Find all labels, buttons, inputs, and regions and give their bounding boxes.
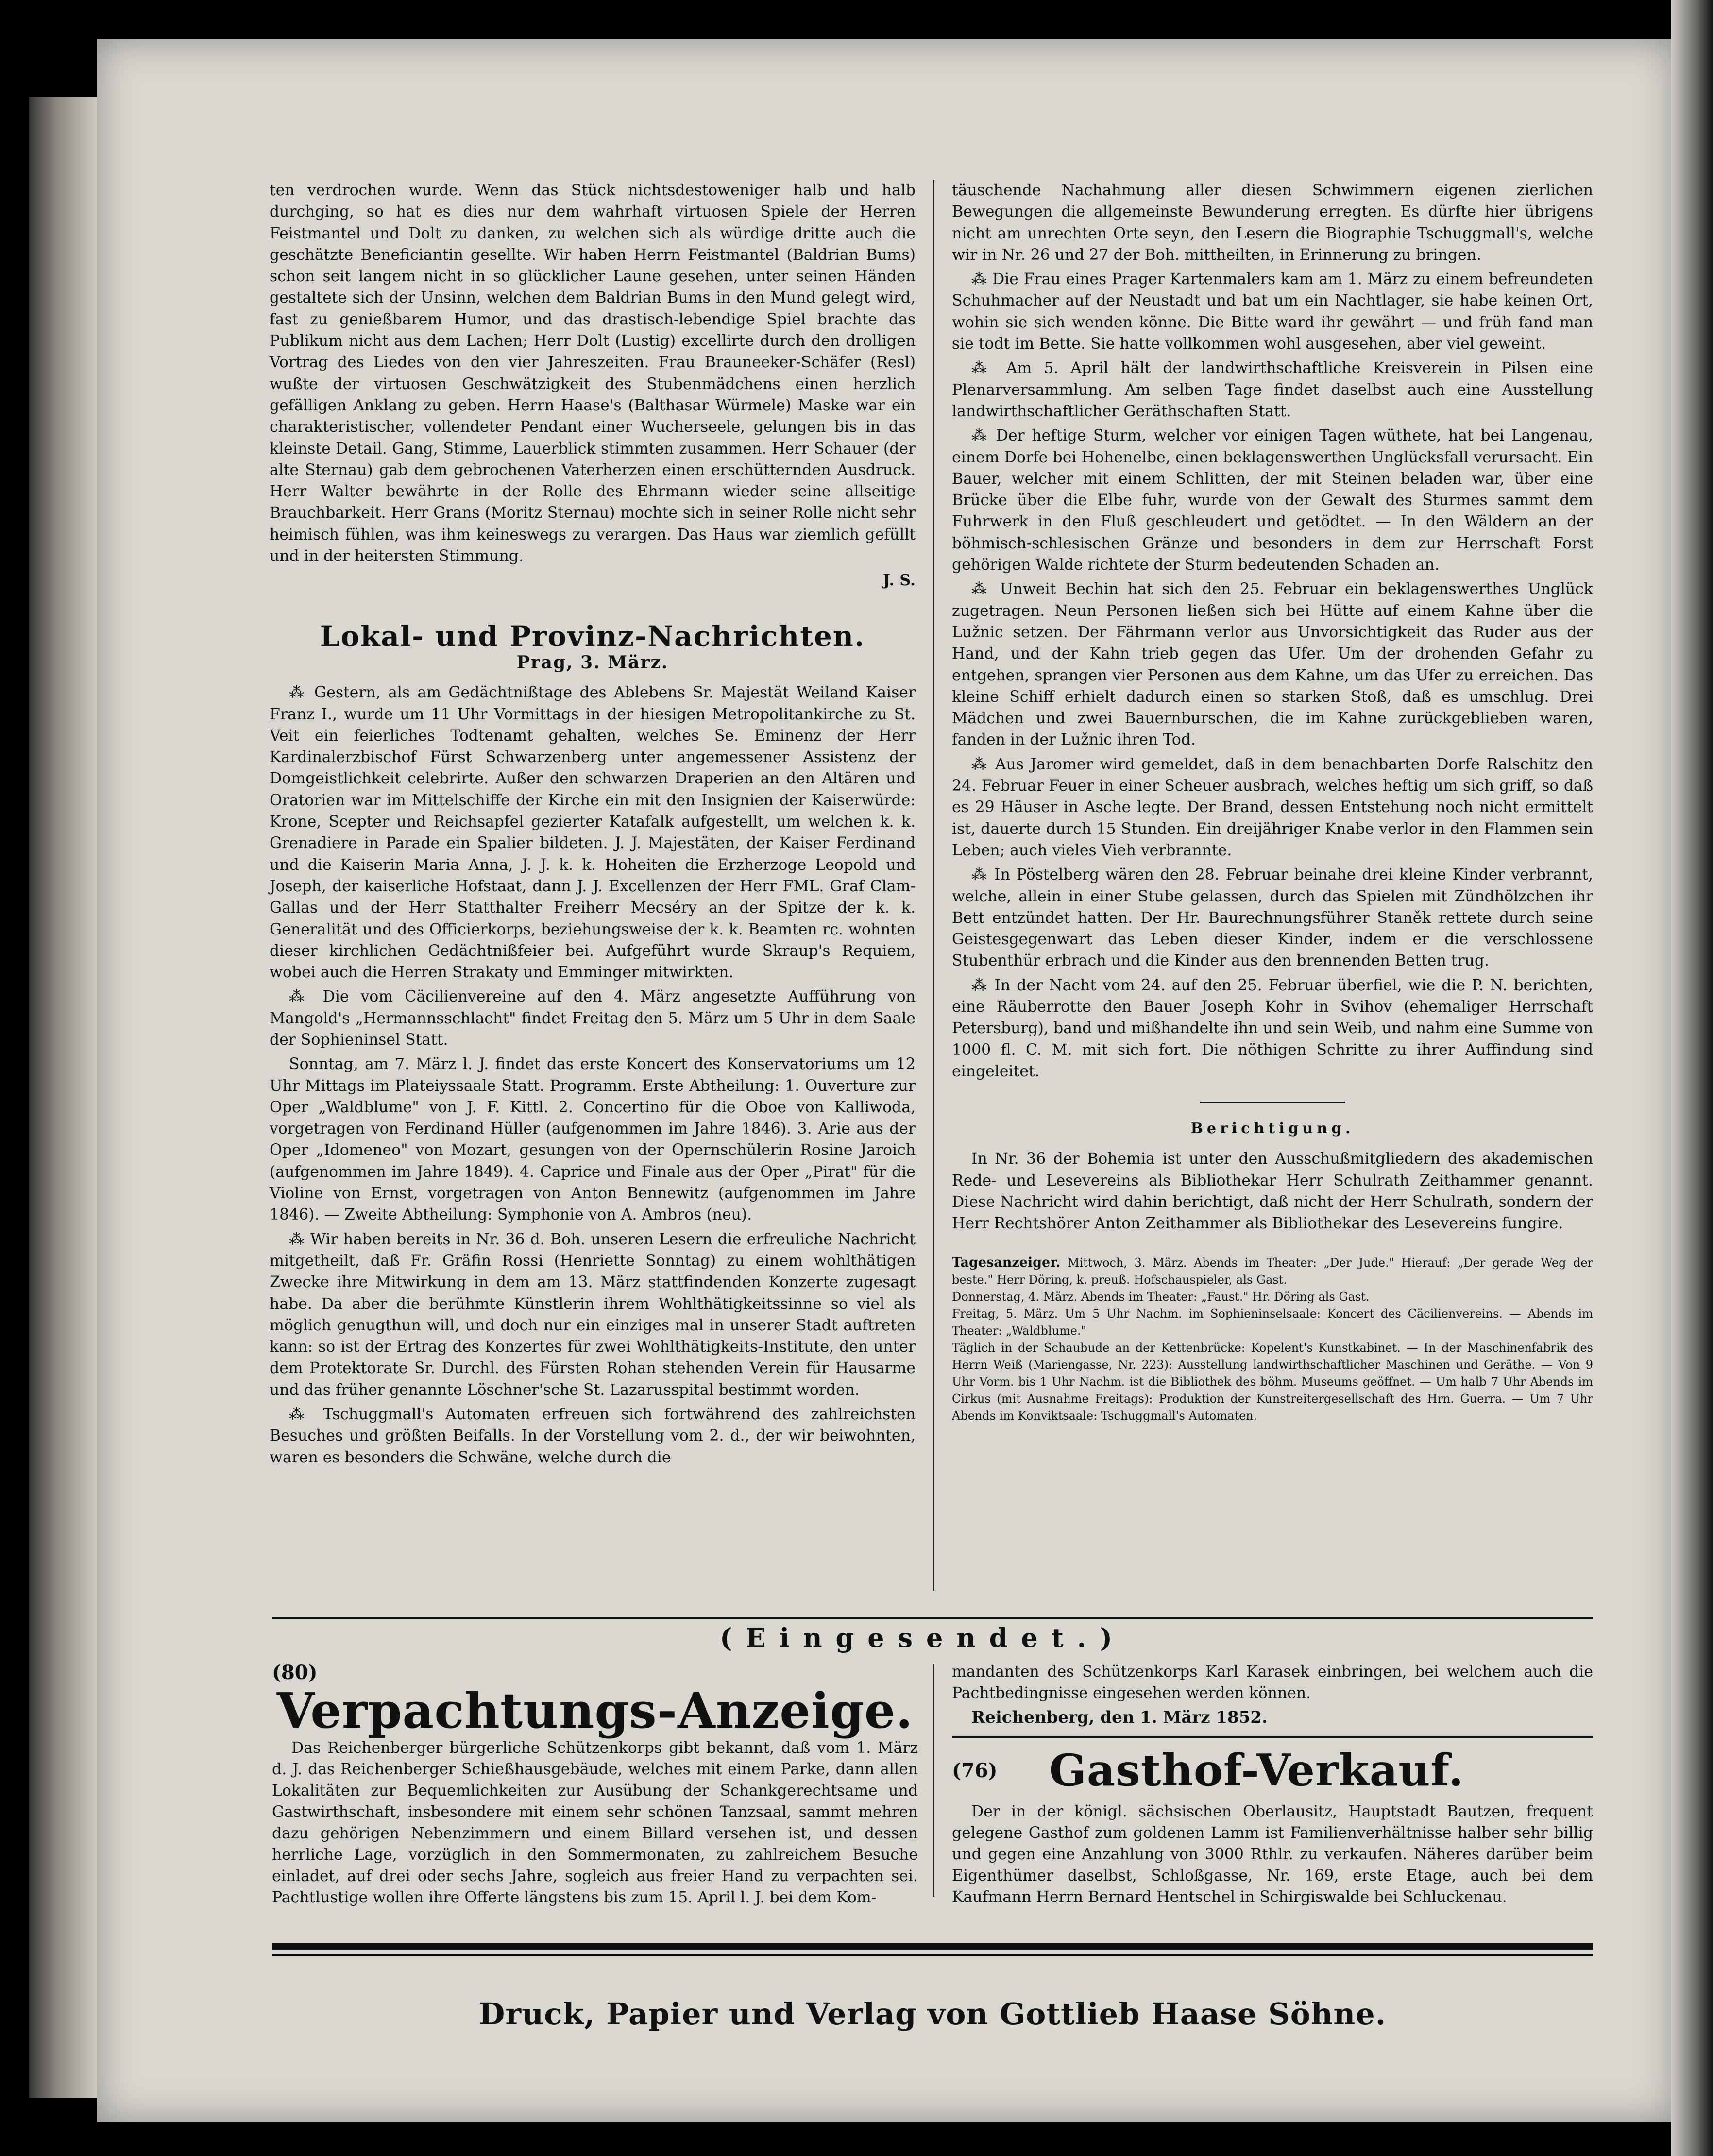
news-paragraph: ⁂ In Pöstelberg wären den 28. Februar beinahe drei kleine Kinder verbrannt, welche, allein in einer Stube gelassen, durch das Spielen mit Zündhölzchen ihr Bett entzündet hatten. Der Hr. Baurechnungsführer Staněk rettete durch seine Geistesgegenwart das Leben dieser Kinder, indem er die verschlossene Stubenthür erbrach und die Kinder aus den brennenden Betten trug. bbox=[952, 866, 1593, 970]
news-paragraph: ⁂ Die vom Cäcilienvereine auf den 4. März angesetzte Aufführung von Mangold's „Hermannsschlacht" findet Freitag den 5. März um 5 Uhr in dem Saale der Sophieninsel Statt. bbox=[270, 988, 916, 1049]
news-paragraph: ⁂ Wir haben bereits in Nr. 36 d. Boh. unseren Lesern die erfreuliche Nachricht mitgetheilt, daß Fr. Gräfin Rossi (Henriette Sonntag) zu einem wohlthätigen Zwecke ihre Mitwirkung in dem am 13. März stattfindenden Konzerte zugesagt habe. Da aber die berühmte Künstlerin ihrem Wohlthätigkeitssinne so viel als möglich genugthun will, und doch nur ein einziges mal in unserer Stadt auftreten kann: so ist der Ertrag des Konzertes für zwei Wohlthätigkeits-Institute, den unter dem Protektorate Sr. Durchl. des Fürsten Rohan stehenden Verein für Hausarme und das früher genannte Löschner'sche St. Lazarusspital bestimmt worden. bbox=[270, 1230, 916, 1399]
tagesanzeiger-line: Donnerstag, 4. März. Abends im Theater: „Faust." Hr. Döring als Gast. bbox=[952, 1290, 1370, 1304]
tagesanzeiger-line: Mittwoch, 3. März. Abends im Theater: „Der Jude." Hierauf: „Der gerade Weg der beste." Herr Döring, k. preuß. Hofschauspieler, als Gast. bbox=[952, 1256, 1593, 1287]
ad-text bbox=[272, 1737, 918, 1908]
tagesanzeiger-line: Täglich in der Schaubude an der Kettenbrücke: Kopelent's Kunstkabinet. — In der Maschinenfabrik des Herrn Weiß (Mariengasse, Nr. 223): Ausstellung landwirthschaftlicher Maschinen und Geräthe. — Von 9 Uhr Vorm. bis 1 Uhr Nachm. ist die Bibliothek des böhm. Museums geöffnet. — Um halb 7 Uhr Abends im Cirkus (mit Ausnahme Freitags): Produktion der Kunstreitergesellschaft des Hrn. Guerra. — Um 7 Uhr Abends im Konviktsaale: Tschuggmall's Automaten. bbox=[952, 1341, 1593, 1423]
tagesanzeiger-line: Freitag, 5. März. Um 5 Uhr Nachm. im Sophieninselsaale: Koncert des Cäcilienvereins. — Abends im Theater: „Waldblume." bbox=[952, 1307, 1593, 1338]
ad-paragraph: mandanten des Schützenkorps Karl Karasek einbringen, bei welchem auch die Pachtbedingnisse eingesehen werden können. bbox=[952, 1663, 1593, 1702]
ad-verpachtung bbox=[272, 1661, 918, 1908]
footer-thick-rule bbox=[272, 1943, 1593, 1950]
ad-title: Verpachtungs-Anzeige. bbox=[276, 1682, 914, 1739]
left-column bbox=[270, 180, 916, 1471]
news-paragraph: ⁂ Aus Jaromer wird gemeldet, daß in dem benachbarten Dorfe Ralschitz den 24. Februar Feuer in einer Scheuer ausbrach, welches heftig um sich griff, so daß es 29 Häuser in Asche legte. Der Brand, dessen Entstehung noch nicht ermittelt ist, dauerte durch 15 Stunden. Ein dreijähriger Knabe verlor in den Flammen sein Leben; auch vieles Vieh verbrannte. bbox=[952, 755, 1593, 859]
news-paragraph: ⁂ Die Frau eines Prager Kartenmalers kam am 1. März zu einem befreundeten Schuhmacher auf der Neustadt und bat um ein Nachtlager, sie habe keinen Ort, wohin sie sich wenden könne. Die Bitte ward ihr gewährt — und früh fand man sie todt im Bette. Sie hatte vollkommen wohl ausgesehen, aber viel geweint. bbox=[952, 271, 1593, 353]
news-paragraph: ⁂ Der heftige Sturm, welcher vor einigen Tagen wüthete, hat bei Langenau, einem Dorfe bei Hohenelbe, einen beklagenswerthen Unglücksfall verursacht. Ein Bauer, welcher mit einem Schlitten, der mit Steinen beladen war, über eine Brücke über die Elbe fuhr, wurde von der Gewalt des Sturmes sammt dem Fuhrwerk in den Fluß geschleudert und getödtet. — In den Wäldern an der böhmisch-schlesischen Gränze und besonders in dem zur Herrschaft Forst gehörigen Walde richtete der Sturm bedeutenden Schaden an. bbox=[952, 427, 1593, 574]
ad-paragraph: Der in der königl. sächsischen Oberlausitz, Hauptstadt Bautzen, frequent gelegene Gasthof zum goldenen Lamm ist Familienverhältnisse halber sehr billig und gegen eine Anzahlung von 3000 Rthlr. zu verkaufen. Näheres darüber beim Eigenthümer daselbst, Schloßgasse, Nr. 169, erste Etage, auch bei dem Kaufmann Herrn Bernard Hentschel in Schirgiswalde bei Schluckenau. bbox=[952, 1803, 1593, 1906]
page-gutter bbox=[29, 97, 97, 2098]
dateline: Prag, 3. März. bbox=[516, 652, 669, 673]
news-paragraph: ⁂ Tschuggmall's Automaten erfreuen sich fortwährend des zahlreichsten Besuches und größten Beifalls. In der Vorstellung vom 2. d., der wir beiwohnten, waren es besonders die Schwäne, welche durch die bbox=[270, 1406, 916, 1466]
news-paragraph: ⁂ Am 5. April hält der landwirthschaftliche Kreisverein in Pilsen eine Plenarversammlung. Am selben Tage findet daselbst auch eine Ausstellung landwirthschaftlicher Geräthschaften Statt. bbox=[952, 359, 1593, 420]
ad-paragraph: Das Reichenberger bürgerliche Schützenkorps gibt bekannt, daß vom 1. März d. J. das Reichenberger Schießhausgebäude, welches mit einem Parke, dann allen Lokalitäten zur Bequemlichkeiten zur Ausübung der Schankgerechtsame und Gastwirthschaft, insbesondere mit einem sehr schönen Tanzsaal, sammt mehren dazu gehörigen Nebenzimmern und einem Billard versehen ist, und dessen herrliche Lage, vorzüglich in den Sommermonaten, zu zahlreichem Besuche einladet, auf drei oder sechs Jahre, sogleich aus freier Hand zu verpachten sei. Pachtlustige wollen ihre Offerte längstens bis zum 15. April l. J. bei dem Kom- bbox=[272, 1739, 918, 1906]
news-paragraph: ⁂ In der Nacht vom 24. auf den 25. Februar überfiel, wie die P. N. berichten, eine Räuberrotte den Bauer Joseph Kohr in Svihov (ehemaliger Herrschaft Petersburg), band und mißhandelte ihn und sein Weib, und nahm eine Summe von 1000 fl. C. M. mit sich fort. Die nöthigen Schritte zu ihrer Auffindung sind eingeleitet. bbox=[952, 976, 1593, 1080]
ad-number: (80) bbox=[272, 1661, 318, 1684]
review-signature: J. S. bbox=[883, 571, 916, 590]
column-divider bbox=[933, 180, 934, 1591]
ad-place-date: Reichenberg, den 1. März 1852. bbox=[971, 1708, 1268, 1727]
tagesanzeiger bbox=[952, 1254, 1593, 1425]
berichtigung-title: Berichtigung. bbox=[1190, 1120, 1355, 1137]
news-paragraph: täuschende Nachahmung aller diesen Schwimmern eigenen zierlichen Bewegungen die allgemeinste Bewunderung erregten. Es dürfte hier übrigens nicht am unrechten Orte seyn, den Lesern die Biographie Tschuggmall's, welche wir in Nr. 26 und 27 der Boh. mittheilten, in Erinnerung zu bringen. bbox=[952, 182, 1593, 264]
ad-title: Gasthof-Verkauf. bbox=[1049, 1745, 1464, 1796]
right-column bbox=[952, 180, 1593, 1425]
eingesendet-header: (Eingesendet.) bbox=[719, 1622, 1126, 1653]
ads-column-divider bbox=[933, 1664, 934, 1897]
berichtigung-text: In Nr. 36 der Bohemia ist unter den Ausschußmitgliedern des akademischen Rede- und Lesevereins als Bibliothekar Herr Schulrath Zeithammer genannt. Diese Nachricht wird dahin berichtigt, daß nicht der Herr Schulrath, sondern der Herr Rechtshörer Anton Zeithammer als Bibliothekar des Lesevereins fungire. bbox=[952, 1150, 1593, 1233]
ad-gasthof bbox=[952, 1744, 1593, 1908]
news-paragraph: ⁂ Gestern, als am Gedächtnißtage des Ablebens Sr. Majestät Weiland Kaiser Franz I., wurde um 11 Uhr Vormittags in der hiesigen Metropolitankirche zu St. Veit ein feierliches Todtenamt gehalten, welches Se. Eminenz der Herr Kardinalerzbischof Fürst Schwarzenberg unter angemessener Assistenz der Domgeistlichkeit celebrirte. Außer den schwarzen Draperien an den Altären und Oratorien war im Mittelschiffe der Kirche ein mit den Insignien der Kaiserwürde: Krone, Scepter und Reichsapfel gezierter Katafalk aufgestellt, um welchen k. k. Grenadiere in Parade ein Spalier bildeten. J. J. Majestäten, der Kaiser Ferdinand und die Kaiserin Maria Anna, J. J. k. k. Hoheiten die Erzherzoge Leopold und Joseph, der kaiserliche Hofstaat, dann J. J. Excellenzen der Herr FML. Graf Clam-Gallas und der Herr Statthalter Freiherr Mecséry an der Spitze der k. k. Generalität und des Officierkorps, beziehungsweise der k. k. Beamten rc. wohnten dieser kirchlichen Gedächtnißfeier bei. Aufgeführt wurde Skraup's Requiem, wobei auch die Herren Strakaty und Emminger mitwirkten. bbox=[270, 684, 916, 982]
news-paragraph: ⁂ Unweit Bechin hat sich den 25. Februar ein beklagenswerthes Unglück zugetragen. Neun Personen ließen sich bei Hütte auf einem Kahne über die Lužnic setzen. Der Fährmann verlor aus Unvorsichtigkeit das Ruder aus der Hand, und der Kahn trieb gegen das Ufer. Um der drohenden Gefahr zu entgehen, sprangen vier Personen aus dem Kahne, um das Ufer zu erreichen. Das kleine Schiff erhielt dadurch einen so starken Stoß, daß es umschlug. Drei Mädchen und zwei Bauernburschen, die im Kahne zurückgeblieben waren, fanden in der Lužnic ihren Tod. bbox=[952, 580, 1593, 749]
imprint: Druck, Papier und Verlag von Gottlieb Haase Söhne. bbox=[478, 1996, 1387, 2032]
page-edge bbox=[1671, 0, 1713, 2156]
section-title: Lokal- und Provinz-Nachrichten. bbox=[320, 619, 865, 653]
ad-verpachtung-continued bbox=[952, 1661, 1593, 1727]
theatre-review-continuation: ten verdrochen wurde. Wenn das Stück nichtsdestoweniger halb und halb durchging, so hat es dies nur dem wahrhaft virtuosen Spiele der Herren Feistmantel und Dolt zu danken, zu welchen sich als würdige dritte auch die geschätzte Beneficiantin gesellte. Wir haben Herrn Feistmantel (Baldrian Bums) schon seit langem nicht in so glücklicher Laune gesehen, unter seinen Händen gestaltete sich der Unsinn, welchen dem Baldrian Bums in den Mund gelegt wird, fast zu genießbarem Humor, und das drastisch-lebendige Spiel brachte das Publikum nicht aus dem Lachen; Herr Dolt (Lustig) excellirte durch den drolligen Vortrag des Liedes von den vier Jahreszeiten. Frau Brauneeker-Schäfer (Resl) wußte der virtuosen Geschwätzigkeit des Stubenmädchens einen herzlich gefälligen Anklang zu geben. Herrn Haase's (Balthasar Würmele) Maske war ein charakteristischer, vollendeter Pendant einer Wucherseele, gelungen bis in das kleinste Detail. Gang, Stimme, Lauerblick stimmten zusammen. Herr Schauer (der alte Sternau) gab dem gebrochenen Vaterherzen einen erschütternden Ausdruck. Herr Walter bewährte in der Rolle des Ehrmann wieder seine allseitige Brauchbarkeit. Herr Grans (Moritz Sternau) mochte sich in seiner Rolle nicht sehr heimisch fühlen, was ihm keineswegs zu verargen. Das Haus war ziemlich gefüllt und in der heitersten Stimmung. bbox=[270, 182, 916, 565]
news-paragraph: Sonntag, am 7. März l. J. findet das erste Koncert des Konservatoriums um 12 Uhr Mittags im Plateiyssaale Statt. Programm. Erste Abtheilung: 1. Ouverture zur Oper „Waldblume" von J. F. Kittl. 2. Concertino für die Oboe von Kalliwoda, vorgetragen von Ferdinand Hüller (aufgenommen im Jahre 1846). 3. Arie aus der Oper „Idomeneo" von Mozart, gesungen von der Opernschülerin Rosine Jaroich (aufgenommen im Jahre 1849). 4. Caprice und Finale aus der Oper „Pirat" für die Violine von Ernst, vorgetragen von Anton Bennewitz (aufgenommen im Jahre 1846). — Zweite Abtheilung: Symphonie von A. Ambros (neu). bbox=[270, 1055, 916, 1224]
tagesanzeiger-label: Tagesanzeiger. bbox=[952, 1255, 1061, 1270]
ads-top-rule bbox=[272, 1617, 1593, 1619]
ad-number: (76) bbox=[952, 1759, 998, 1782]
ad-separator bbox=[952, 1736, 1593, 1738]
footer-thin-rule bbox=[272, 1954, 1593, 1956]
short-divider bbox=[1200, 1102, 1345, 1103]
